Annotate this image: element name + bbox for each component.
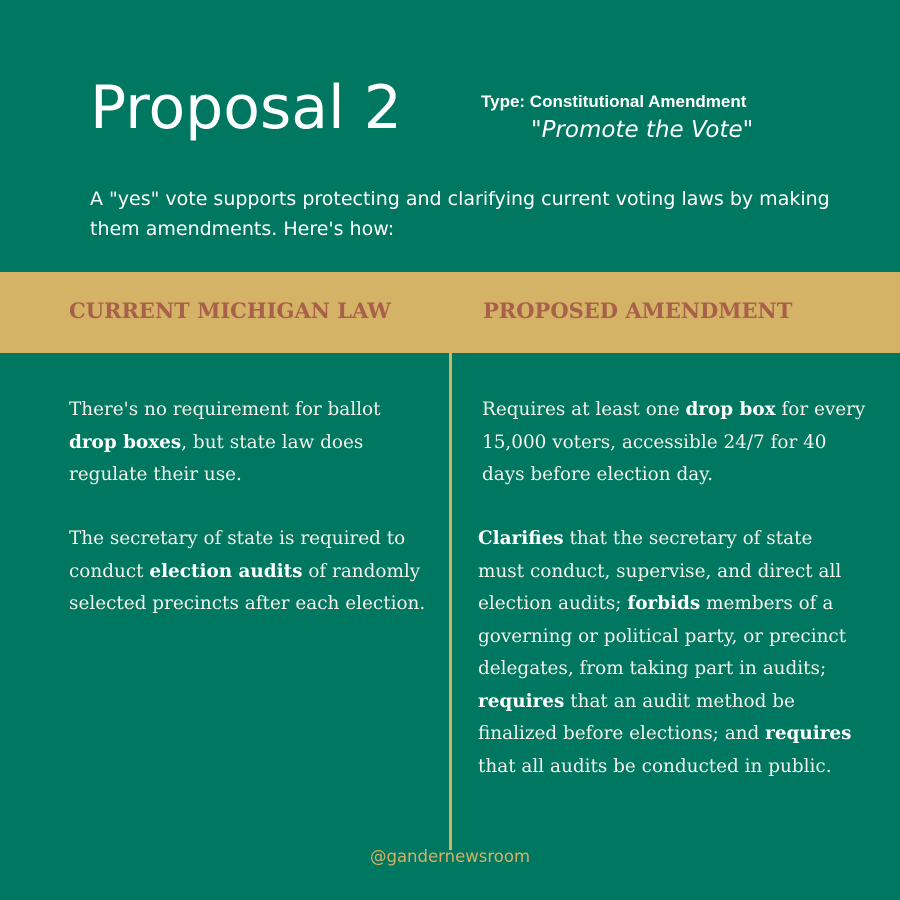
body-text-segment: for every 15,000 voters, accessible 24/7 for 40 days before election day. — [482, 399, 866, 485]
emphasis-text: drop boxes — [69, 431, 182, 453]
subtitle: "Promote the Vote" — [531, 117, 754, 143]
body-text-segment: that all audits be conducted in public. — [478, 755, 832, 777]
emphasis-text: forbids — [627, 593, 701, 614]
emphasis-text: Clarifies — [478, 528, 564, 549]
page-title: Proposal 2 — [90, 73, 402, 143]
type-label: Type: Constitutional Amendment — [481, 92, 747, 111]
right-paragraph-1 — [482, 394, 867, 492]
body-text-segment: There's no requirement for ballot — [69, 399, 381, 420]
body-text-segment: , but state law does regulate their use. — [69, 431, 364, 485]
body-text-segment: members of a governing or political party, or precinct delegates, from taking part in audits; — [478, 593, 847, 679]
left-column-heading: CURRENT MICHIGAN LAW — [69, 298, 391, 323]
right-column-heading: PROPOSED AMENDMENT — [483, 298, 793, 323]
left-paragraph-1 — [69, 394, 429, 492]
emphasis-text: requires — [765, 723, 852, 744]
emphasis-text: drop box — [685, 399, 776, 420]
body-text-segment: The secretary of state is required to conduct — [69, 528, 406, 582]
intro-text: A "yes" vote supports protecting and clarifying current voting laws by making them amendments. Here's how: — [90, 188, 830, 240]
column-divider — [449, 353, 452, 850]
left-paragraph-2 — [69, 523, 429, 621]
body-text-segment: of randomly selected precincts after each election. — [69, 560, 426, 614]
body-text-segment: that an audit method be finalized before elections; and — [478, 690, 795, 744]
emphasis-text: election audits — [149, 560, 303, 582]
body-text-segment: Requires at least one — [482, 399, 686, 420]
social-handle: @gandernewsroom — [369, 847, 531, 866]
body-text-segment: that the secretary of state must conduct, supervise, and direct all election audits; — [478, 528, 842, 614]
right-paragraph-2 — [478, 523, 863, 783]
emphasis-text: requires — [478, 690, 565, 712]
